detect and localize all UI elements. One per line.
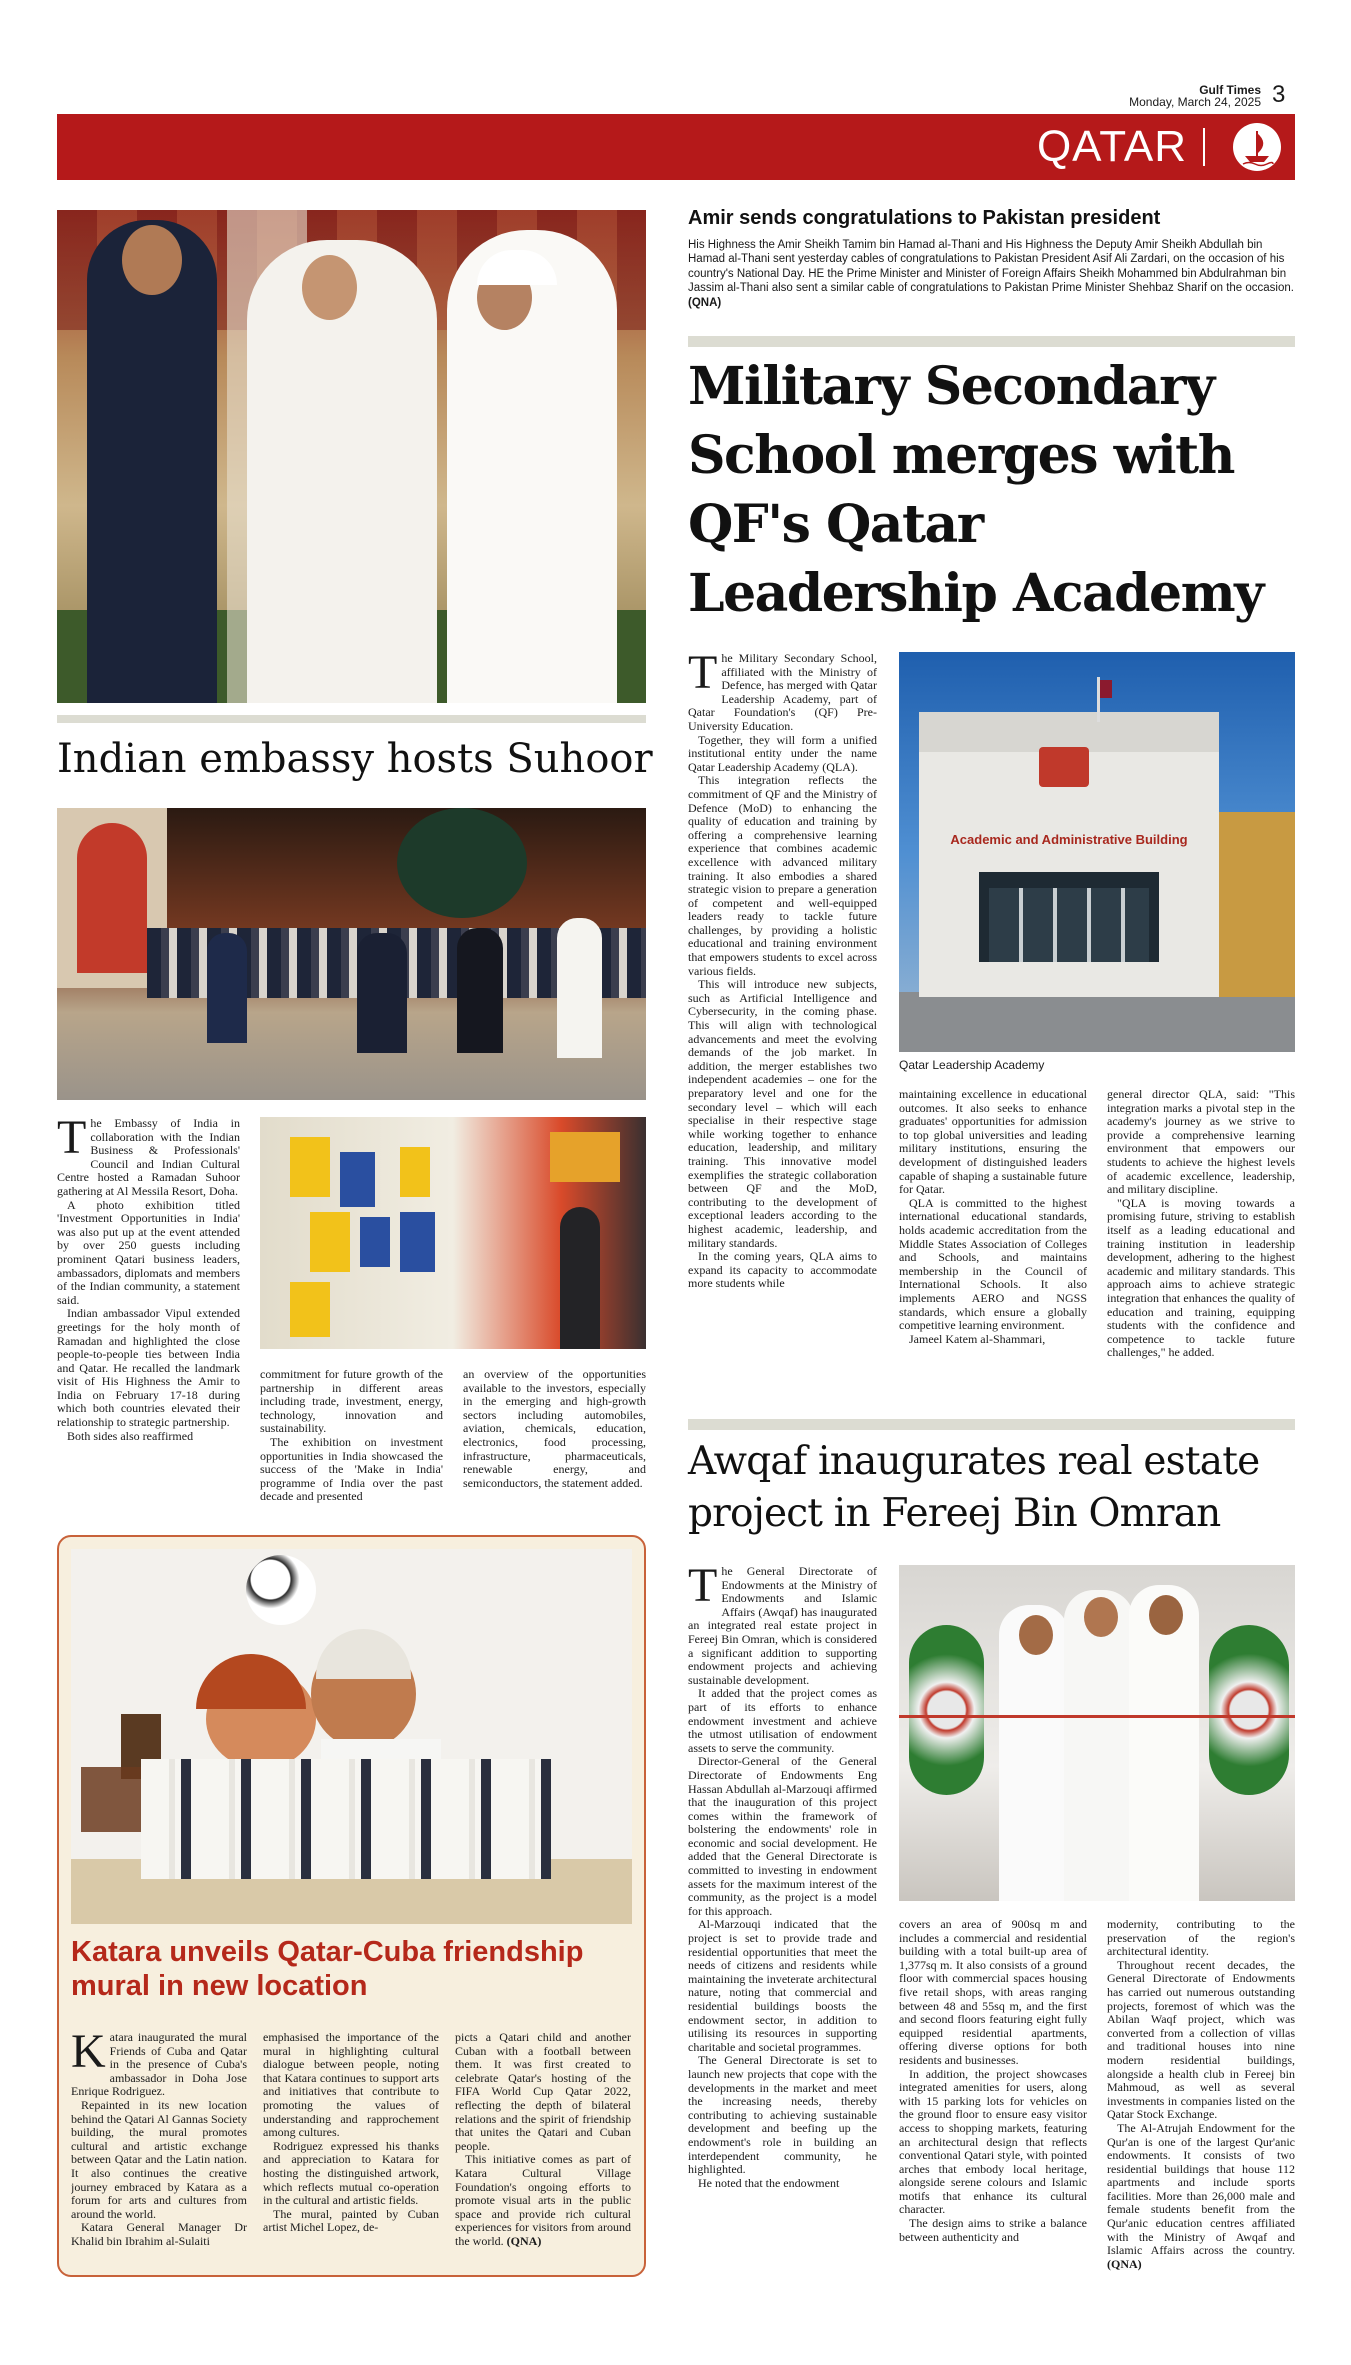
katara-paragraph-text: This initiative comes as part of Katara Cultural Village Foundation's ongoing efforts to promote visual arts in the public space and provide rich cultural experiences for visitors from around the world. xyxy=(455,2152,631,2248)
military-col-2 xyxy=(899,1088,1087,1398)
awqaf-paragraph: modernity, contributing to the preservation of the region's architectural identity. xyxy=(1107,1918,1295,1959)
pakistan-credit: (QNA) xyxy=(688,296,722,309)
military-paragraph: This will introduce new subjects, such as Artificial Intelligence and Cybersecurity, in the coming phase. This will align with technological advancements and meet the evolving demands of the job market. In addition, the merger establishes two independent academies – one for the preparatory level and one for the secondary level – which will each specialise in their respective stage while working together to enhance education, leadership, and military training. This innovative model exemplifies the strategic collaboration between QF and the MoD, contributing to the development of exceptional leaders according to the highest academic, leadership, and military standards. xyxy=(688,977,877,1250)
military-headline: Military Secondary School merges with QF's Qatar Leadership Academy xyxy=(688,356,1263,624)
divider xyxy=(688,1419,1295,1430)
military-col-1 xyxy=(688,652,877,1398)
awqaf-paragraph: Throughout recent decades, the General Directorate of Endowments has carried out numerous outstanding projects, foremost of which was the Abilan Waqf project, which was converted from a collection of villas and traditional houses into nine modern residential buildings, alongside a health club in Fereej bin Mahmoud, as well as several investments in companies listed on the Qatar Stock Exchange. xyxy=(1107,1957,1295,2122)
katara-credit: (QNA) xyxy=(506,2233,542,2248)
pakistan-headline: Amir sends congratulations to Pakistan president xyxy=(688,207,1161,229)
military-paragraph: general director QLA, said: "This integration marks a pivotal step in the academy's journey as we strive to provide a comprehensive learning environment that empowers our students to achieve the highest levels of academic excellence, leadership, and military discipline. xyxy=(1107,1088,1295,1197)
suhoor-paragraph: The Embassy of India in collaboration with the Indian Business & Professionals' Council and Indian Cultural Centre hosted a Ramadan Suhoor gathering at Al Messila Resort, Doha. xyxy=(57,1117,240,1198)
awqaf-paragraph: The General Directorate of Endowments at the Ministry of Endowments and Islamic Affairs (Awqaf) has inaugurated an integrated real estate project in Fereej Bin Omran, which is considered a significant addition to supporting endowment projects and achieving sustainable development. xyxy=(688,1565,877,1687)
dhow-logo-icon xyxy=(1233,123,1281,171)
katara-col-1 xyxy=(71,2031,247,2267)
katara-paragraph xyxy=(455,2153,631,2248)
katara-box xyxy=(57,1535,646,2277)
awqaf-paragraph: The design aims to strike a balance between authenticity and xyxy=(899,2216,1087,2244)
section-title: QATAR xyxy=(1036,122,1187,171)
awqaf-paragraph: Director-General of the General Directorate of Endowments Eng Hassan Abdullah al-Marzouqi affirmed that the inauguration of this project comes within the framework of bolstering the endowments' role in economic and social development. He added that the General Directorate is committed to investing in endowment assets for the maximum interest of the community, as the project is a model for this approach. xyxy=(688,1754,877,1918)
katara-paragraph: emphasised the importance of the mural in highlighting cultural dialogue between people, noting that Katara continues to support arts and initiatives that contribute to promoting the values of understanding and rapprochement among cultures. xyxy=(263,2031,439,2140)
awqaf-col-3 xyxy=(1107,1918,1295,2327)
katara-col-2 xyxy=(263,2031,439,2267)
awqaf-paragraph: The General Directorate is set to launch new projects that cope with the developments in the market and meet the increasing needs, thereby contributing to achieving sustainable development and beefing up the endowment's role in building an interdependent community, he highlighted. xyxy=(688,2053,877,2177)
katara-col-3 xyxy=(455,2031,631,2267)
awqaf-headline: Awqaf inaugurates real estate project in Fereej Bin Omran xyxy=(688,1439,1260,1536)
awqaf-paragraph: Al-Marzouqi indicated that the project is set to provide trade and residential opportunities that meet the needs of citizens and residents while maintaining the inveterate architectural nature, noting that commercial and residential buildings boosts the endowment sector, in addition to utilising its resources in supporting charitable and societal programmes. xyxy=(688,1917,877,2054)
exhibition-photo xyxy=(260,1117,646,1349)
suhoor-paragraph: Indian ambassador Vipul extended greetings for the holy month of Ramadan and highlighted the close people-to-people ties between India and Qatar. He recalled the landmark visit of His Highness the Amir to India on February 17-18 during which both countries elevated their relationship to strategic partnership. xyxy=(57,1306,240,1430)
military-paragraph: QLA is committed to the highest international educational standards, holds academic accreditation from the Middle States Association of Colleges and Schools, and maintains membership in the Council of International Schools. It also implements AERO and NGSS standards, which ensure a globally competitive learning environment. xyxy=(899,1195,1087,1333)
katara-paragraph: The mural, painted by Cuban artist Michel Lopez, de- xyxy=(263,2206,439,2235)
military-paragraph: "QLA is moving towards a promising future, striving to establish itself as a leading educational and training institution in leadership development, adhering to the highest academic and military standards. This approach aims to achieve strategic integration that enhances the quality of education and training, equipping students with the confidence and competence to tackle future challenges," he added. xyxy=(1107,1195,1295,1360)
section-divider xyxy=(1203,128,1205,166)
awqaf-col-1 xyxy=(688,1565,877,2327)
suhoor-paragraph: commitment for future growth of the partnership in different areas including trade, investment, energy, technology, innovation and sustainability. xyxy=(260,1368,443,1436)
suhoor-col-3 xyxy=(463,1368,646,1512)
katara-paragraph: Repainted in its new location behind the Qatari Al Gannas Society building, the mural promotes cultural and artistic exchange between Qatar and the Latin nation. It also continues the creative journey embraced by Katara as a forum for arts and cultures from around the world. xyxy=(71,2097,247,2221)
suhoor-main-photo xyxy=(57,210,646,703)
suhoor-paragraph: A photo exhibition titled 'Investment Opportunities in India' was also put up at the event attended by over 250 guests including prominent Qatari business leaders, ambassadors, diplomats and members of the Indian community, a statement said. xyxy=(57,1197,240,1307)
paper-name: Gulf Times xyxy=(1199,83,1261,97)
academy-building-photo xyxy=(899,652,1295,1052)
page-number: 3 xyxy=(1272,81,1286,108)
suhoor-headline: Indian embassy hosts Suhoor xyxy=(57,736,653,782)
academy-photo-caption: Qatar Leadership Academy xyxy=(899,1058,1045,1072)
katara-paragraph: Katara General Manager Dr Khalid bin Ibrahim al-Sulaiti xyxy=(71,2220,247,2248)
suhoor-col-2 xyxy=(260,1368,443,1512)
pakistan-text: His Highness the Amir Sheikh Tamim bin Hamad al-Thani and His Highness the Deputy Amir Sheikh Abdullah bin Hamad al-Thani sent yesterday cables of congratulations to Pakistan President Asif Ali Zardari, on the occasion of his country's National Day. HE the Prime Minister and Minister of Foreign Affairs Sheikh Mohammed bin Abdulrahman bin Jassim al-Thani also sent a similar cable of congratulations to Pakistan Prime Minister Shehbaz Sharif on the occasion. xyxy=(688,239,1294,295)
awqaf-paragraph xyxy=(1107,2122,1295,2272)
suhoor-col-1 xyxy=(57,1117,240,1512)
pakistan-body xyxy=(688,238,1295,310)
katara-paragraph: Rodriguez expressed his thanks and appreciation to Katara for hosting the distinguished artwork, which reflects mutual co-operation in the cultural and artistic fields. xyxy=(263,2138,439,2208)
awqaf-paragraph: covers an area of 900sq m and includes a commercial and residential building with a total built-up area of 1,377sq m. It also consists of a ground floor with commercial spaces housing five retail shops, with areas ranging between 48 and 55sq m, and the first and second floors featuring eight fully equipped residential apartments, offering diverse options for both residents and businesses. xyxy=(899,1918,1087,2067)
divider xyxy=(57,715,646,723)
awqaf-ribbon-photo xyxy=(899,1565,1295,1901)
awqaf-paragraph-text: The Al-Atrujah Endowment for the Qur'an is one of the largest Qur'anic endowments. It consists of two residential buildings that house 112 apartments and include sports facilities. More than 26,000 male and female students benefit from the Qur'anic education centres affiliated with the Ministry of Awqaf and Islamic Affairs across the country. xyxy=(1107,2120,1295,2258)
awqaf-credit: (QNA) xyxy=(1107,2256,1142,2271)
suhoor-paragraph: an overview of the opportunities available to the investors, especially in the emerging and high-growth sectors including automobiles, aviation, chemicals, education, electronics, food processing, infrastructure, pharmaceuticals, renewable energy, and semiconductors, the statement added. xyxy=(463,1368,646,1490)
suhoor-paragraph: Both sides also reaffirmed xyxy=(67,1428,194,1443)
awqaf-paragraph: He noted that the endowment xyxy=(698,2175,840,2190)
military-paragraph: In the coming years, QLA aims to expand its capacity to accommodate more students while xyxy=(688,1249,877,1291)
building-sign-text: Academic and Administrative Building xyxy=(950,832,1188,847)
military-paragraph: The Military Secondary School, affiliated with the Ministry of Defence, has merged with Qatar Leadership Academy, part of Qatar Foundation's (QF) Pre-University Education. xyxy=(688,652,877,733)
awqaf-col-2 xyxy=(899,1918,1087,2327)
divider xyxy=(688,336,1295,347)
katara-paragraph: Katara inaugurated the mural Friends of Cuba and Qatar in the presence of Cuba's ambassador in Doha Jose Enrique Rodriguez. xyxy=(71,2031,247,2099)
section-band xyxy=(57,114,1295,180)
military-paragraph: Together, they will form a unified institutional entity under the name Qatar Leadership Academy (QLA). xyxy=(688,732,877,774)
masthead xyxy=(0,0,1351,110)
military-paragraph: Jameel Katem al-Shammari, xyxy=(909,1331,1046,1346)
katara-mural-photo xyxy=(71,1549,632,1924)
suhoor-paragraph: The exhibition on investment opportunities in India showcased the success of the 'Make in India' programme of India over the past decade and presented xyxy=(260,1434,443,1504)
military-paragraph: maintaining excellence in educational outcomes. It also seeks to enhance graduates' opportunities for admission to top global universities and leading military institutions, ensuring the development of distinguished leaders capable of shaping a sustainable future for Qatar. xyxy=(899,1088,1087,1197)
katara-paragraph: picts a Qatari child and another Cuban with a football between them. It was first created to celebrate Qatar's hosting of the FIFA World Cup Qatar 2022, reflecting the depth of bilateral relations and the spirit of friendship that unites the Qatari and Cuban people. xyxy=(455,2031,631,2153)
military-paragraph: This integration reflects the commitment of QF and the Ministry of Defence (MoD) to enhancing the quality of education and training by offering a comprehensive learning experience that combines academic excellence with advanced military training. It also embodies a shared strategic vision to prepare a generation of competent and well-equipped leaders ready to tackle future challenges, by providing a holistic educational and training environment that empowers students to excel across various fields. xyxy=(688,773,877,978)
katara-headline: Katara unveils Qatar-Cuba friendship mural in new location xyxy=(71,1936,584,2002)
issue-date: Monday, March 24, 2025 xyxy=(1129,95,1261,109)
awqaf-paragraph: It added that the project comes as part of its efforts to enhance endowment investment and achieve the utmost utilisation of endowment assets to serve the community. xyxy=(688,1686,877,1755)
awqaf-paragraph: In addition, the project showcases integrated amenities for users, along with 15 parking lots for vehicles on the ground floor to ensure easy visitor access to shopping markets, featuring an architectural design that reflects conventional Qatari style, with pointed arches that embody local heritage, alongside serene colours and Islamic motifs that enhance its cultural character. xyxy=(899,2066,1087,2217)
suhoor-gathering-photo xyxy=(57,808,646,1100)
military-col-3 xyxy=(1107,1088,1295,1398)
